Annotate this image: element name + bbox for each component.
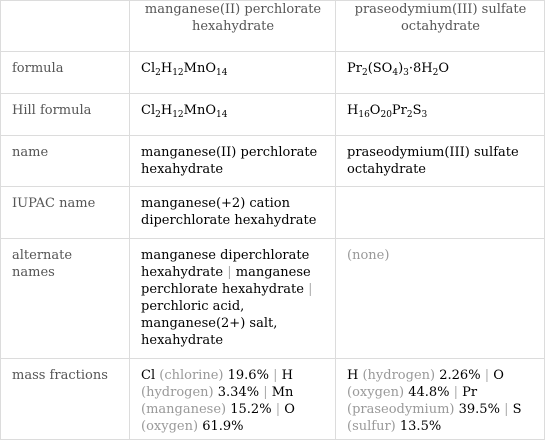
separator: | <box>484 368 490 383</box>
hill-formula-cell-2 <box>336 94 545 136</box>
formula-subscript: 2 <box>432 68 439 78</box>
separator: | <box>263 385 268 400</box>
formula-part: Cl <box>141 103 156 118</box>
formula-subscript: 3 <box>403 68 409 78</box>
alternate-names-row <box>1 239 545 359</box>
alternate-names-cell-2 <box>336 239 545 359</box>
formula-subscript: 12 <box>172 110 184 120</box>
iupac-name-cell-2 <box>336 187 545 239</box>
formula-subscript: 3 <box>421 110 428 120</box>
formula-part: MnO <box>183 103 216 118</box>
element-name: (praseodymium) <box>347 402 455 417</box>
name-cell-2: praseodymium(III) sulfate octahydrate <box>336 136 545 187</box>
element-name: (hydrogen) <box>362 368 436 383</box>
row-label-mass-fractions: mass fractions <box>1 359 130 440</box>
hill-formula-row <box>1 94 545 136</box>
fraction-value: 39.5% <box>458 402 500 417</box>
fraction-value: 61.9% <box>202 419 244 434</box>
fraction-value: 3.34% <box>217 385 260 400</box>
separator: | <box>504 402 509 417</box>
alternate-name: manganese perchlorate hexahydrate <box>141 265 311 297</box>
mass-fractions-row <box>1 359 545 440</box>
mass-fractions-cell-2 <box>336 359 545 440</box>
element-symbol: Cl <box>141 368 156 383</box>
fraction-value: 19.6% <box>227 368 269 383</box>
formula-part: H <box>160 103 173 118</box>
formula-part: O <box>369 103 381 118</box>
fraction-value: 2.26% <box>439 368 481 383</box>
formula-part: S <box>412 103 422 118</box>
element-symbol: Pr <box>462 385 478 400</box>
formula-part: Pr <box>347 61 362 76</box>
separator: | <box>227 265 232 280</box>
element-name: (sulfur) <box>347 419 396 434</box>
formula-subscript: 14 <box>215 68 228 78</box>
element-symbol: O <box>493 368 504 383</box>
alternate-name: manganese diperchlorate hexahydrate <box>141 248 310 280</box>
column-header-1: manganese(II) perchlorate hexahydrate <box>130 1 336 52</box>
fraction-value: 13.5% <box>399 419 442 434</box>
header-corner-cell <box>1 1 130 52</box>
formula-subscript: 2 <box>406 110 413 120</box>
row-label-formula: formula <box>1 52 130 94</box>
hill-formula-cell-1 <box>130 94 336 136</box>
element-symbol: S <box>512 402 522 417</box>
header-row <box>1 1 545 52</box>
mass-fractions-cell-1 <box>130 359 336 440</box>
formula-subscript: 4 <box>392 68 399 78</box>
alternate-names-cell-1 <box>130 239 336 359</box>
formula-subscript: 20 <box>380 110 392 120</box>
formula-subscript: 14 <box>215 110 228 120</box>
separator: | <box>308 282 313 297</box>
row-label-alternate-names: alternate names <box>1 239 130 359</box>
formula-row <box>1 52 545 94</box>
formula-part: MnO <box>183 61 216 76</box>
name-row <box>1 136 545 187</box>
element-name: (hydrogen) <box>141 385 214 400</box>
formula-subscript: 12 <box>172 68 184 78</box>
formula-part: ) <box>398 61 404 76</box>
element-name: (chlorine) <box>159 368 224 383</box>
separator: | <box>453 385 459 400</box>
formula-part: Cl <box>141 61 156 76</box>
formula-cell-2 <box>336 52 545 94</box>
iupac-name-row <box>1 187 545 239</box>
column-header-2: praseodymium(III) sulfate octahydrate <box>336 1 545 52</box>
formula-subscript: 16 <box>358 110 370 120</box>
alternate-name: perchloric acid, manganese(2+) salt, hexahydrate <box>141 299 278 348</box>
element-name: (oxygen) <box>141 419 199 434</box>
row-label-iupac-name: IUPAC name <box>1 187 130 239</box>
formula-subscript: 2 <box>155 68 161 78</box>
formula-subscript: 2 <box>155 110 161 120</box>
separator: | <box>273 368 278 383</box>
row-label-hill-formula: Hill formula <box>1 94 130 136</box>
formula-part: O <box>438 61 450 76</box>
row-label-name: name <box>1 136 130 187</box>
formula-part: Pr <box>391 103 407 118</box>
formula-part: (SO <box>367 61 393 76</box>
formula-subscript: 2 <box>361 68 368 78</box>
element-symbol: O <box>284 402 295 417</box>
fraction-value: 15.2% <box>230 402 272 417</box>
name-cell-1: manganese(II) perchlorate hexahydrate <box>130 136 336 187</box>
none-placeholder: (none) <box>347 248 390 263</box>
element-name: (oxygen) <box>347 385 405 400</box>
element-symbol: H <box>347 368 359 383</box>
formula-part: H <box>160 61 173 76</box>
element-name: (manganese) <box>141 402 227 417</box>
element-symbol: H <box>281 368 293 383</box>
formula-part: ·8H <box>408 61 433 76</box>
iupac-name-cell-1: manganese(+2) cation diperchlorate hexahydrate <box>130 187 336 239</box>
formula-part: H <box>347 103 359 118</box>
fraction-value: 44.8% <box>408 385 450 400</box>
separator: | <box>275 402 281 417</box>
element-symbol: Mn <box>271 385 294 400</box>
formula-cell-1 <box>130 52 336 94</box>
